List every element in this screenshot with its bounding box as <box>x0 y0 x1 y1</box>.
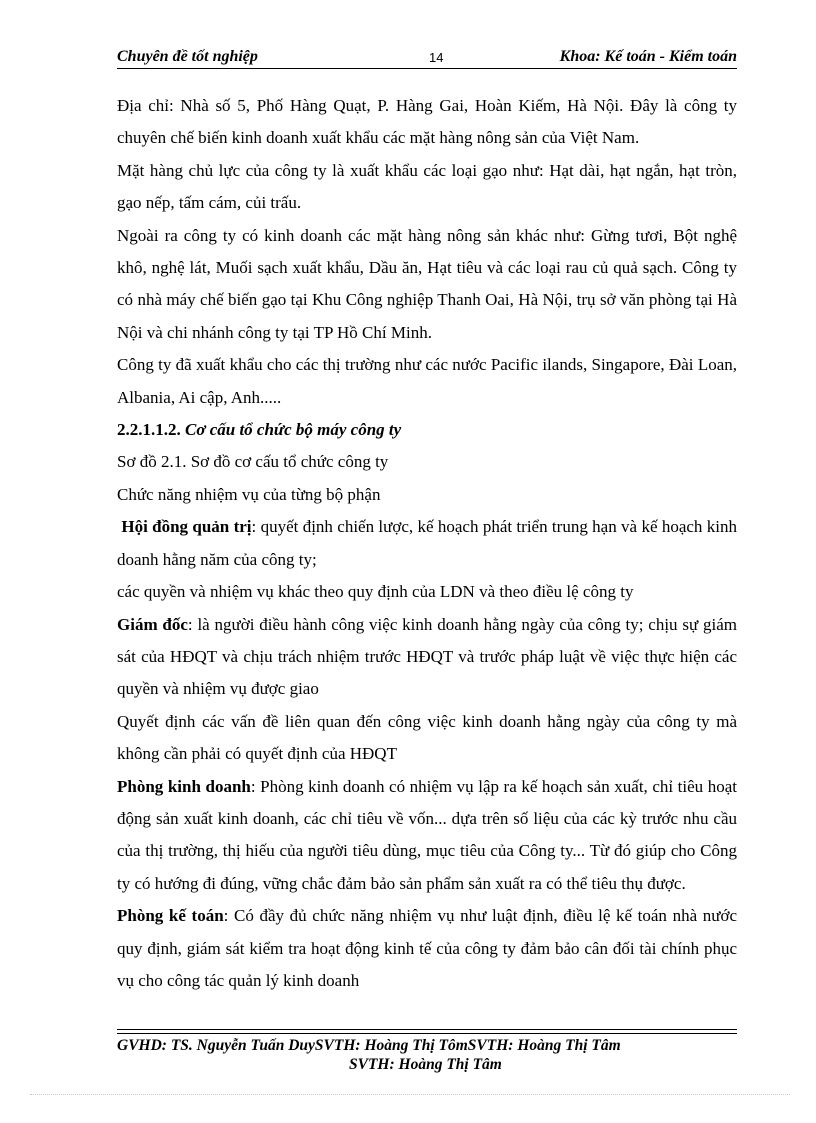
section-heading-text: Cơ cấu tổ chức bộ máy công ty <box>185 420 402 440</box>
paragraph-other-products: Ngoài ra công ty có kinh doanh các mặt hàng nông sản khác như: Gừng tươi, Bột nghệ khô, nghệ lát, Muối sạch xuất khẩu, Dầu ăn, Hạt tiêu và các loại rau củ quả sạch. Công ty có nhà máy chế biến gạo tại Khu Công nghiệp Thanh Oai, Hà Nội, trụ sở văn phòng tại Hà Nội và chi nhánh công ty tại TP Hồ Chí Minh. <box>117 225 737 342</box>
header-title: Chuyên đề tốt nghiệp <box>117 48 258 65</box>
footer-divider-top <box>117 1029 737 1030</box>
footer-line-2: SVTH: Hoàng Thị Tâm <box>349 1056 502 1073</box>
header-divider <box>117 68 737 69</box>
page-bottom-border <box>30 1094 790 1095</box>
paragraph-director <box>117 609 737 706</box>
footer-line-1: GVHD: TS. Nguyễn Tuấn DuySVTH: Hoàng Thị TômSVTH: Hoàng Thị Tâm <box>117 1037 621 1054</box>
term-director: Giám đốc <box>117 614 188 634</box>
board-description: : quyết định chiến lược, kế hoạch phát triển trung hạn và kế hoạch kinh doanh hằng năm của công ty; <box>117 517 737 569</box>
paragraph-board-other: các quyền và nhiệm vụ khác theo quy định của LDN và theo điều lệ công ty <box>117 582 634 602</box>
term-accounting-dept: Phòng kế toán <box>117 906 224 926</box>
paragraph-address: Địa chỉ: Nhà số 5, Phố Hàng Quạt, P. Hàng Gai, Hoàn Kiếm, Hà Nội. Đây là công ty chuyên chế biến kinh doanh xuất khẩu các mặt hàng nông sản của Việt Nam. <box>117 96 737 148</box>
paragraph-export-markets: Công ty đã xuất khẩu cho các thị trường như các nước Pacific ilands, Singapore, Đài Loan, Albania, Ai cập, Anh..... <box>117 355 737 407</box>
paragraph-board <box>117 511 737 576</box>
diagram-caption: Sơ đồ 2.1. Sơ đồ cơ cấu tổ chức công ty <box>117 452 389 472</box>
paragraph-director-decisions: Quyết định các vấn đề liên quan đến công việc kinh doanh hằng ngày của công ty mà không cần phải có quyết định của HĐQT <box>117 711 737 764</box>
paragraph-main-products: Mặt hàng chủ lực của công ty là xuất khẩu các loại gạo như: Hạt dài, hạt ngắn, hạt tròn, gạo nếp, tấm cám, củi trấu. <box>117 160 737 213</box>
sales-dept-description: : Phòng kinh doanh có nhiệm vụ lập ra kế hoạch sản xuất, chỉ tiêu hoạt động sản xuất kinh doanh, các chỉ tiêu về vốn... dựa trên số liệu của các kỳ trước nhu cầu của thị trường, thị hiếu của người tiêu dùng, mục tiêu của Công ty... Từ đó giúp cho Công ty có hướng đi đúng, vững chắc đảm bảo sản phẩm sản xuất ra có thể tiêu thụ được. <box>117 776 737 893</box>
paragraph-accounting-dept <box>117 900 737 997</box>
header-department: Khoa: Kế toán - Kiểm toán <box>559 48 737 65</box>
accounting-dept-description: : Có đầy đủ chức năng nhiệm vụ như luật định, điều lệ kế toán nhà nước quy định, giám sát kiểm tra hoạt động kinh tế của công ty đảm bảo cân đối tài chính phục vụ cho công tác quản lý kinh doanh <box>117 906 737 990</box>
footer-divider-bottom <box>117 1033 737 1034</box>
term-sales-dept: Phòng kinh doanh <box>117 776 251 796</box>
section-heading-number: 2.2.1.1.2. <box>117 420 181 440</box>
paragraph-sales-dept <box>117 771 737 901</box>
document-body <box>117 90 737 997</box>
page-header <box>117 48 737 68</box>
director-description: : là người điều hành công việc kinh doanh hằng ngày của công ty; chịu sự giám sát của HĐQT và chịu trách nhiệm trước HĐQT và trước pháp luật về việc thực hiện các quyền và nhiệm vụ được giao <box>117 614 738 699</box>
section-heading <box>117 414 737 446</box>
page-number: 14 <box>429 50 444 65</box>
term-board: Hội đồng quản trị <box>121 517 252 537</box>
paragraph-functions-intro: Chức năng nhiệm vụ của từng bộ phận <box>117 484 381 504</box>
